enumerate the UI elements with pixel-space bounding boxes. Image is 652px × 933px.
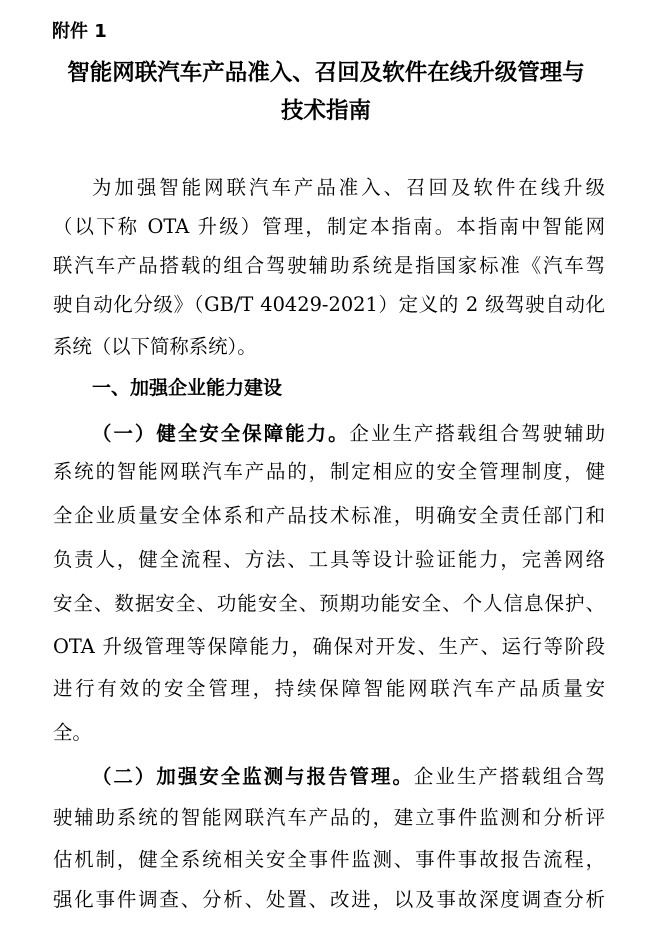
item1-line-6: OTA 升级管理等保障能力，确保对开发、生产、运行等阶段 bbox=[53, 635, 605, 658]
item1-line-5: 安全、数据安全、功能安全、预期功能安全、个人信息保护、 bbox=[53, 592, 605, 615]
document-title-line-1: 智能网联汽车产品准入、召回及软件在线升级管理与 bbox=[67, 60, 585, 86]
item2-line-2: 驶辅助系统的智能网联汽车产品的，建立事件监测和分析评 bbox=[53, 806, 605, 829]
intro-line-2: （以下称 OTA 升级）管理，制定本指南。本指南中智能网 bbox=[53, 215, 605, 238]
item1-line-7: 进行有效的安全管理，持续保障智能网联汽车产品质量安 bbox=[53, 677, 605, 700]
item2-first-line-rest: 企业生产搭载组合驾 bbox=[413, 765, 606, 788]
item1-line-3: 全企业质量安全体系和产品技术标准，明确安全责任部门和 bbox=[53, 504, 605, 527]
item1-first-line-rest: 企业生产搭载组合驾驶辅助 bbox=[349, 422, 606, 445]
item1-line-4: 负责人，健全流程、方法、工具等设计验证能力，完善网络 bbox=[53, 548, 605, 571]
intro-line-5: 系统（以下简称系统）。 bbox=[53, 335, 257, 358]
item2-line-4: 强化事件调查、分析、处置、改进，以及事故深度调查分析 bbox=[53, 888, 605, 911]
attachment-label: 附件 1 bbox=[52, 21, 107, 42]
intro-line-3: 联汽车产品搭载的组合驾驶辅助系统是指国家标准《汽车驾 bbox=[53, 254, 605, 277]
item1-line-8: 全。 bbox=[53, 721, 92, 744]
document-title-line-2: 技术指南 bbox=[280, 98, 371, 124]
intro-line-4: 驶自动化分级》（GB/T 40429-2021）定义的 2 级驾驶自动化 bbox=[53, 293, 605, 316]
item1-line-2: 系统的智能网联汽车产品的，制定相应的安全管理制度，健 bbox=[53, 460, 605, 483]
item2-first-line bbox=[92, 763, 605, 791]
item1-first-line bbox=[92, 420, 605, 448]
item2-lead: （二）加强安全监测与报告管理。 bbox=[92, 765, 414, 788]
item1-lead: （一）健全安全保障能力。 bbox=[92, 422, 350, 445]
section-heading-1: 一、加强企业能力建设 bbox=[92, 377, 283, 399]
item2-line-3: 估机制，健全系统相关安全事件监测、事件事故报告流程， bbox=[53, 848, 605, 871]
intro-line-1: 为加强智能网联汽车产品准入、召回及软件在线升级 bbox=[92, 176, 605, 199]
